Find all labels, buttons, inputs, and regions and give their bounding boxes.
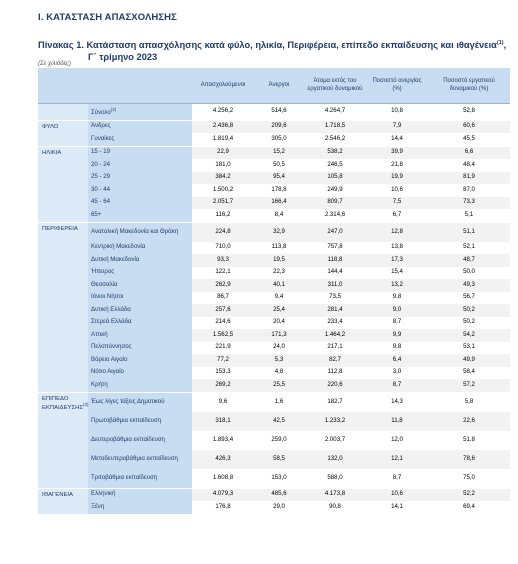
table-row xyxy=(38,267,510,280)
row-label-text: Βόρειο Αιγαίο xyxy=(91,355,128,363)
row-label xyxy=(88,367,192,380)
cell-unemployment-rate: 14,4 xyxy=(366,133,428,146)
cell-labour-force-rate: 53,1 xyxy=(428,342,510,355)
table-title-note: (1) xyxy=(496,40,504,46)
row-label xyxy=(88,222,192,242)
header-unemployed: Άνεργοι xyxy=(254,68,304,104)
cell-inactive: 220,6 xyxy=(304,379,366,392)
cell-inactive: 1.233,2 xyxy=(304,412,366,431)
table-title: Πίνακας 1. Κατάσταση απασχόλησης κατά φύλο, ηλικία, Περιφέρεια, επίπεδο εκπαίδευσης και ιθαγένεια$^{(1)}$, Γ΄ τρίμηνο 2023 xyxy=(38,40,507,63)
cell-employed: 181,0 xyxy=(192,159,254,172)
cell-unemployed: 514,6 xyxy=(254,104,304,121)
cell-labour-force-rate: 52,2 xyxy=(428,488,510,501)
cell-unemployment-rate: 12,8 xyxy=(366,222,428,242)
cell-unemployed: 1,6 xyxy=(254,392,304,412)
row-label xyxy=(88,431,192,450)
cell-labour-force-rate: 56,7 xyxy=(428,292,510,305)
cell-labour-force-rate: 5,1 xyxy=(428,209,510,222)
cell-unemployment-rate: 10,6 xyxy=(366,488,428,501)
table-title-period: Γ΄ τρίμηνο 2023 xyxy=(88,52,158,63)
cell-unemployed: 9,4 xyxy=(254,292,304,305)
cell-inactive: 82,7 xyxy=(304,354,366,367)
table-row xyxy=(38,242,510,255)
row-label xyxy=(88,159,192,172)
table-row xyxy=(38,367,510,380)
cell-labour-force-rate: 49,3 xyxy=(428,279,510,292)
cell-inactive: 2.546,2 xyxy=(304,133,366,146)
cell-employed: 269,2 xyxy=(192,379,254,392)
table-row xyxy=(38,279,510,292)
cell-unemployed: 32,9 xyxy=(254,222,304,242)
cell-employed: 710,0 xyxy=(192,242,254,255)
cell-employed: 77,2 xyxy=(192,354,254,367)
cell-labour-force-rate: 51,1 xyxy=(428,222,510,242)
table-row xyxy=(38,209,510,222)
cell-unemployed: 8,4 xyxy=(254,209,304,222)
cell-inactive: 809,7 xyxy=(304,197,366,210)
section-title: I. ΚΑΤΑΣΤΑΣΗ ΑΠΑΣΧΟΛΗΣΗΣ xyxy=(38,12,177,23)
cell-unemployment-rate: 39,9 xyxy=(366,146,428,159)
row-label-text: Τριτοβάθμια εκπαίδευση xyxy=(91,473,158,481)
cell-employed: 1.819,4 xyxy=(192,133,254,146)
cell-labour-force-rate: 81,9 xyxy=(428,172,510,185)
table-body xyxy=(38,104,510,514)
cell-employed: 93,3 xyxy=(192,254,254,267)
cell-unemployment-rate: 12,1 xyxy=(366,450,428,469)
cell-unemployed: 50,5 xyxy=(254,159,304,172)
cell-employed: 318,1 xyxy=(192,412,254,431)
cell-employed: 4.079,3 xyxy=(192,488,254,501)
cell-unemployment-rate: 10,6 xyxy=(366,184,428,197)
row-group-label xyxy=(38,104,88,121)
row-label-text: 65+ xyxy=(91,210,102,218)
row-label xyxy=(88,172,192,185)
cell-employed: 2.051,7 xyxy=(192,197,254,210)
row-label-text: Πελοπόννησος xyxy=(91,343,132,351)
header-blank-category xyxy=(38,68,88,104)
row-label xyxy=(88,146,192,159)
cell-unemployment-rate: 9,0 xyxy=(366,304,428,317)
table-row xyxy=(38,379,510,392)
cell-unemployment-rate: 9,8 xyxy=(366,342,428,355)
row-label xyxy=(88,279,192,292)
row-group-note: (3) xyxy=(83,402,89,408)
cell-unemployment-rate: 11,8 xyxy=(366,412,428,431)
cell-unemployed: 113,8 xyxy=(254,242,304,255)
cell-unemployment-rate: 14,1 xyxy=(366,501,428,514)
header-inactive: Άτομα εκτός του εργατικού δυναμικού xyxy=(304,68,366,104)
cell-inactive: 247,0 xyxy=(304,222,366,242)
cell-unemployment-rate: 13,2 xyxy=(366,279,428,292)
cell-inactive: 73,5 xyxy=(304,292,366,305)
cell-inactive: 538,2 xyxy=(304,146,366,159)
cell-unemployment-rate: 15,4 xyxy=(366,267,428,280)
cell-labour-force-rate: 54,2 xyxy=(428,329,510,342)
cell-unemployment-rate: 8,7 xyxy=(366,469,428,489)
cell-unemployed: 15,2 xyxy=(254,146,304,159)
cell-inactive: 118,8 xyxy=(304,254,366,267)
table-row xyxy=(38,304,510,317)
cell-inactive: 246,5 xyxy=(304,159,366,172)
row-label xyxy=(88,488,192,501)
row-label-text: Αττική xyxy=(91,330,108,338)
row-label xyxy=(88,209,192,222)
row-group-label xyxy=(38,488,88,514)
cell-inactive: 4.264,7 xyxy=(304,104,366,121)
row-label-text: Δυτική Μακεδονία xyxy=(91,255,140,263)
cell-unemployed: 171,3 xyxy=(254,329,304,342)
cell-unemployment-rate: 9,9 xyxy=(366,329,428,342)
row-label-text: Ιόνιοι Νήσοι xyxy=(91,293,124,301)
cell-inactive: 1.464,2 xyxy=(304,329,366,342)
table-row xyxy=(38,197,510,210)
row-group-label-text: ΠΕΡΙΦΕΡΕΙΑ xyxy=(42,225,78,232)
cell-unemployment-rate: 10,8 xyxy=(366,104,428,121)
cell-inactive: 105,8 xyxy=(304,172,366,185)
cell-labour-force-rate: 49,9 xyxy=(428,354,510,367)
cell-inactive: 311,0 xyxy=(304,279,366,292)
row-label xyxy=(88,133,192,146)
row-label-text: 45 - 64 xyxy=(91,198,110,206)
cell-labour-force-rate: 52,8 xyxy=(428,104,510,121)
row-label xyxy=(88,197,192,210)
row-label xyxy=(88,292,192,305)
row-label-text: 15 - 19 xyxy=(91,148,110,156)
row-label xyxy=(88,342,192,355)
row-label-text: Κεντρική Μακεδονία xyxy=(91,243,146,251)
row-label-text: 30 - 44 xyxy=(91,185,110,193)
cell-employed: 176,8 xyxy=(192,501,254,514)
cell-employed: 384,2 xyxy=(192,172,254,185)
cell-employed: 221,9 xyxy=(192,342,254,355)
row-label xyxy=(88,104,192,121)
cell-unemployed: 5,3 xyxy=(254,354,304,367)
cell-unemployed: 259,0 xyxy=(254,431,304,450)
row-label-text: Γυναίκες xyxy=(91,134,115,142)
cell-employed: 4.256,2 xyxy=(192,104,254,121)
table-row xyxy=(38,222,510,242)
cell-unemployed: 178,8 xyxy=(254,184,304,197)
cell-unemployment-rate: 3,0 xyxy=(366,367,428,380)
cell-unemployed: 95,4 xyxy=(254,172,304,185)
cell-employed: 1.562,5 xyxy=(192,329,254,342)
cell-unemployment-rate: 6,7 xyxy=(366,209,428,222)
row-label-text: Ήπειρος xyxy=(91,268,115,276)
cell-labour-force-rate: 57,2 xyxy=(428,379,510,392)
table-row xyxy=(38,501,510,514)
cell-employed: 22,9 xyxy=(192,146,254,159)
cell-labour-force-rate: 78,6 xyxy=(428,450,510,469)
row-label xyxy=(88,267,192,280)
table-row xyxy=(38,172,510,185)
row-group-label xyxy=(38,120,88,146)
cell-employed: 153,3 xyxy=(192,367,254,380)
cell-labour-force-rate: 52,1 xyxy=(428,242,510,255)
row-label xyxy=(88,379,192,392)
table-row xyxy=(38,104,510,121)
table-row xyxy=(38,412,510,431)
header-unemployment-rate: Ποσοστό ανεργίας (%) xyxy=(366,68,428,104)
cell-employed: 257,6 xyxy=(192,304,254,317)
row-label xyxy=(88,184,192,197)
row-label xyxy=(88,469,192,489)
row-label xyxy=(88,329,192,342)
table-row xyxy=(38,431,510,450)
row-group-label xyxy=(38,392,88,488)
header-labour-force-rate: Ποσοστό εργατικού δυναμικού (%) xyxy=(428,68,510,104)
cell-labour-force-rate: 48,4 xyxy=(428,159,510,172)
cell-labour-force-rate: 22,6 xyxy=(428,412,510,431)
cell-unemployed: 42,5 xyxy=(254,412,304,431)
row-label xyxy=(88,120,192,133)
row-label-text: Θεσσαλία xyxy=(91,280,118,288)
cell-inactive: 1.718,5 xyxy=(304,120,366,133)
row-label xyxy=(88,412,192,431)
cell-labour-force-rate: 50,0 xyxy=(428,267,510,280)
row-group-label xyxy=(38,146,88,222)
cell-unemployment-rate: 14,3 xyxy=(366,392,428,412)
cell-labour-force-rate: 5,8 xyxy=(428,392,510,412)
table-row xyxy=(38,254,510,267)
row-group-label-text: ΦΥΛΟ xyxy=(42,123,59,130)
cell-inactive: 217,1 xyxy=(304,342,366,355)
cell-unemployed: 24,0 xyxy=(254,342,304,355)
row-label xyxy=(88,304,192,317)
cell-unemployed: 40,1 xyxy=(254,279,304,292)
cell-employed: 2.436,8 xyxy=(192,120,254,133)
cell-employed: 426,3 xyxy=(192,450,254,469)
cell-employed: 1.608,8 xyxy=(192,469,254,489)
row-label xyxy=(88,254,192,267)
table-subtitle: (Σε χιλιάδες) xyxy=(38,61,71,67)
row-label-text: Κρήτη xyxy=(91,380,108,388)
table-row xyxy=(38,292,510,305)
row-label-text: Ανατολική Μακεδονία και Θράκη xyxy=(91,227,179,235)
cell-labour-force-rate: 45,5 xyxy=(428,133,510,146)
table-row xyxy=(38,392,510,412)
cell-unemployment-rate: 12,0 xyxy=(366,431,428,450)
row-label-text: Πρωτοβάθμια εκπαίδευση xyxy=(91,416,162,424)
table-row xyxy=(38,133,510,146)
cell-inactive: 249,9 xyxy=(304,184,366,197)
cell-unemployed: 153,0 xyxy=(254,469,304,489)
cell-labour-force-rate: 87,0 xyxy=(428,184,510,197)
cell-unemployment-rate: 19,9 xyxy=(366,172,428,185)
table-row xyxy=(38,488,510,501)
cell-unemployment-rate: 17,3 xyxy=(366,254,428,267)
row-label-note: (2) xyxy=(110,106,117,112)
cell-labour-force-rate: 50,2 xyxy=(428,317,510,330)
cell-labour-force-rate: 58,4 xyxy=(428,367,510,380)
cell-employed: 1.500,2 xyxy=(192,184,254,197)
cell-labour-force-rate: 48,7 xyxy=(428,254,510,267)
cell-inactive: 4.173,8 xyxy=(304,488,366,501)
cell-unemployed: 25,4 xyxy=(254,304,304,317)
cell-employed: 86,7 xyxy=(192,292,254,305)
cell-unemployed: 209,6 xyxy=(254,120,304,133)
table-title-text: Πίνακας 1. Κατάσταση απασχόλησης κατά φύλο, ηλικία, Περιφέρεια, επίπεδο εκπαίδευσης και ιθαγένεια xyxy=(38,40,497,51)
table-row xyxy=(38,317,510,330)
cell-labour-force-rate: 75,0 xyxy=(428,469,510,489)
cell-unemployment-rate: 8,7 xyxy=(366,317,428,330)
row-label xyxy=(88,317,192,330)
cell-unemployed: 166,4 xyxy=(254,197,304,210)
table-row xyxy=(38,146,510,159)
table-row xyxy=(38,184,510,197)
row-label-text: Μεταδευτεροβάθμια εκπαίδευση xyxy=(91,454,178,462)
row-label-text: Δευτεροβάθμια εκπαίδευση xyxy=(91,435,165,443)
cell-labour-force-rate: 6,6 xyxy=(428,146,510,159)
table-row xyxy=(38,159,510,172)
cell-unemployed: 29,0 xyxy=(254,501,304,514)
cell-unemployed: 20,4 xyxy=(254,317,304,330)
cell-inactive: 2.003,7 xyxy=(304,431,366,450)
cell-inactive: 281,4 xyxy=(304,304,366,317)
cell-inactive: 182,7 xyxy=(304,392,366,412)
row-label-text: Σύνολο xyxy=(91,108,111,116)
row-group-label-text: ΗΛΙΚΙΑ xyxy=(42,149,62,156)
table-row xyxy=(38,120,510,133)
cell-employed: 224,8 xyxy=(192,222,254,242)
cell-unemployed: 25,5 xyxy=(254,379,304,392)
cell-inactive: 2.314,6 xyxy=(304,209,366,222)
cell-unemployment-rate: 7,9 xyxy=(366,120,428,133)
row-label xyxy=(88,354,192,367)
header-employed: Απασχολούμενοι xyxy=(192,68,254,104)
row-label-text: Νότιο Αιγαίο xyxy=(91,368,124,376)
row-label-text: Ξένη xyxy=(91,502,105,510)
cell-inactive: 757,8 xyxy=(304,242,366,255)
cell-unemployed: 4,8 xyxy=(254,367,304,380)
row-label-text: 25 - 29 xyxy=(91,173,110,181)
cell-employed: 214,6 xyxy=(192,317,254,330)
row-label-text: Δυτική Ελλάδα xyxy=(91,305,131,313)
row-label-text: Στερεά Ελλάδα xyxy=(91,318,132,326)
cell-unemployed: 485,6 xyxy=(254,488,304,501)
cell-employed: 122,1 xyxy=(192,267,254,280)
cell-unemployment-rate: 13,8 xyxy=(366,242,428,255)
cell-inactive: 144,4 xyxy=(304,267,366,280)
row-label xyxy=(88,242,192,255)
cell-inactive: 132,0 xyxy=(304,450,366,469)
cell-labour-force-rate: 51,8 xyxy=(428,431,510,450)
table-header-row xyxy=(38,68,510,104)
cell-employed: 9,6 xyxy=(192,392,254,412)
cell-unemployed: 58,5 xyxy=(254,450,304,469)
cell-unemployment-rate: 21,8 xyxy=(366,159,428,172)
cell-unemployment-rate: 9,8 xyxy=(366,292,428,305)
cell-labour-force-rate: 50,2 xyxy=(428,304,510,317)
row-label-text: 20 - 24 xyxy=(91,160,110,168)
row-label xyxy=(88,450,192,469)
cell-inactive: 233,4 xyxy=(304,317,366,330)
row-label-text: Άνδρες xyxy=(91,122,111,130)
cell-employed: 116,2 xyxy=(192,209,254,222)
cell-inactive: 588,0 xyxy=(304,469,366,489)
cell-inactive: 112,8 xyxy=(304,367,366,380)
row-group-label xyxy=(38,222,88,392)
table-row xyxy=(38,469,510,489)
table-row xyxy=(38,329,510,342)
cell-labour-force-rate: 60,6 xyxy=(428,120,510,133)
row-label-text: Έως λίγες τάξεις Δημοτικού xyxy=(91,397,165,405)
cell-labour-force-rate: 73,3 xyxy=(428,197,510,210)
cell-unemployment-rate: 6,4 xyxy=(366,354,428,367)
cell-unemployed: 19,5 xyxy=(254,254,304,267)
cell-employed: 1.893,4 xyxy=(192,431,254,450)
cell-labour-force-rate: 69,4 xyxy=(428,501,510,514)
row-label-text: Ελληνική xyxy=(91,490,116,498)
table-row xyxy=(38,450,510,469)
table-row xyxy=(38,354,510,367)
cell-unemployed: 305,0 xyxy=(254,133,304,146)
cell-unemployed: 22,3 xyxy=(254,267,304,280)
header-blank-subcategory xyxy=(88,68,192,104)
cell-unemployment-rate: 8,7 xyxy=(366,379,428,392)
cell-unemployment-rate: 7,5 xyxy=(366,197,428,210)
row-label xyxy=(88,392,192,412)
row-group-label-text: ΕΠΙΠΕΔΟ ΕΚΠΑΙΔΕΥΣΗΣ xyxy=(42,395,84,412)
cell-employed: 262,9 xyxy=(192,279,254,292)
cell-inactive: 90,8 xyxy=(304,501,366,514)
table-row xyxy=(38,342,510,355)
row-label xyxy=(88,501,192,514)
employment-table xyxy=(38,68,510,514)
row-group-label-text: ΙΘΑΓΕΝΕΙΑ xyxy=(42,491,73,498)
